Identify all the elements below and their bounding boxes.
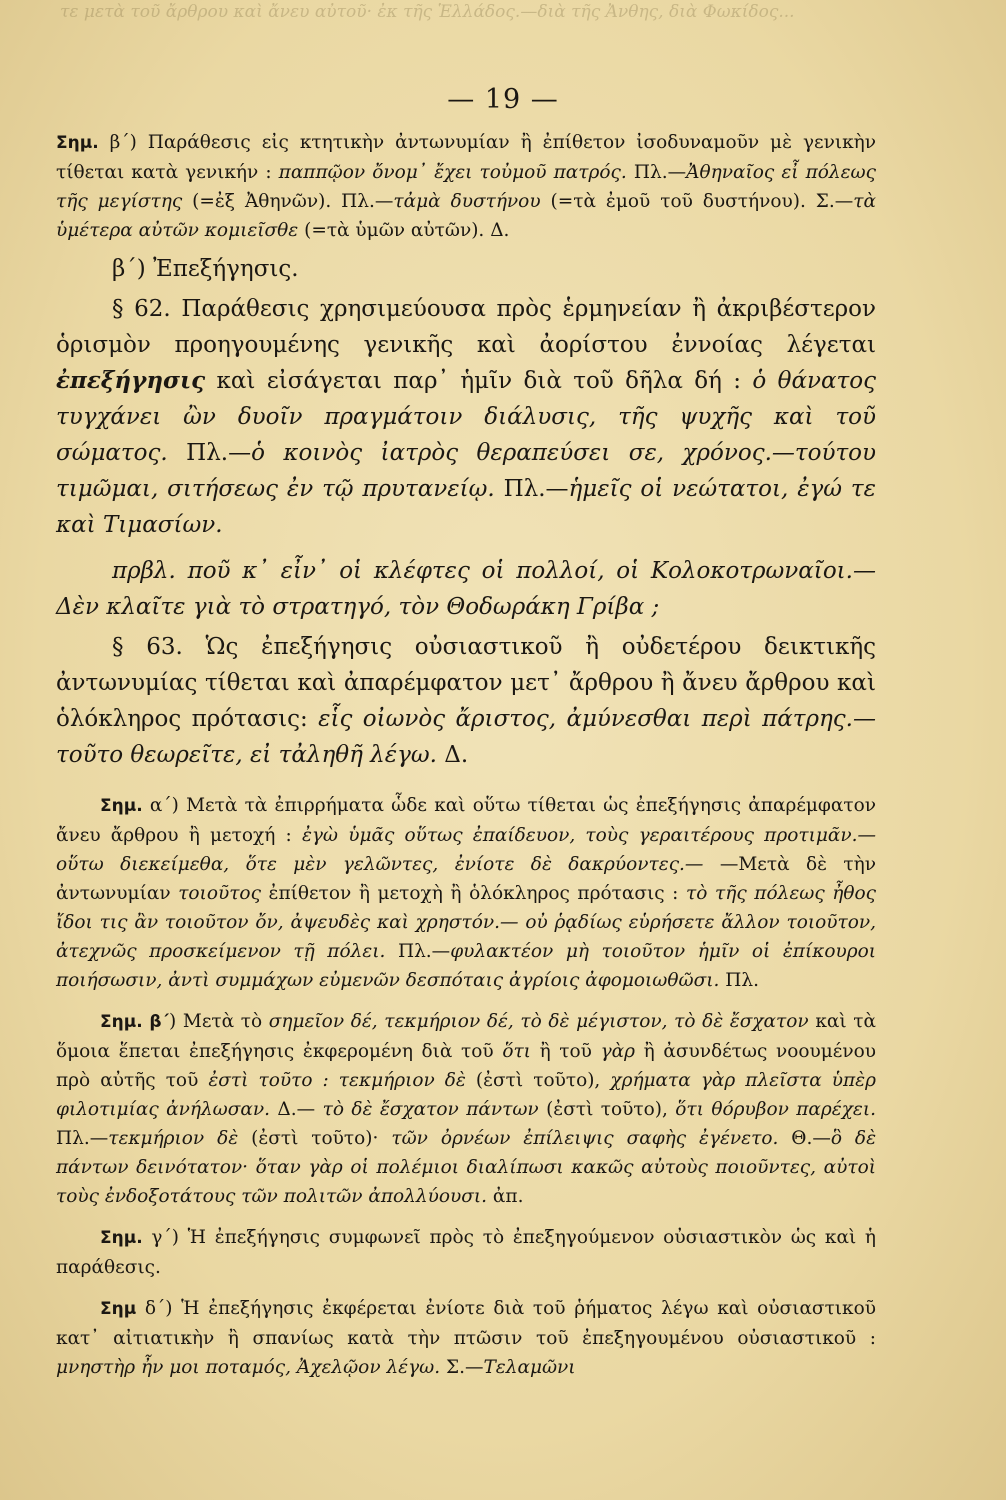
- text-run: τῶν ὀρνέων ἐπίλειψις σαφὴς ἐγένετο.: [391, 1128, 779, 1149]
- text-run: Πλ.: [719, 970, 759, 991]
- text-run: καὶ εἰσάγεται παρ᾽ ἡμῖν διὰ τοῦ δῆλα δή :: [205, 368, 753, 394]
- text-run: Πλ.—: [56, 1128, 109, 1149]
- text-run: (=τὰ ὑμῶν αὐτῶν). Δ.: [298, 220, 510, 241]
- text-run: ὅτι: [502, 1041, 531, 1062]
- text-run: τὸ δὲ ἔσχατον πάντων: [322, 1099, 539, 1120]
- show-through-text: τε μετὰ τοῦ ἄρθρου καὶ ἄνευ αὐτοῦ· ἐκ τῆς Ἑλλάδος.—διὰ τῆς Ἀνθης, διὰ Φωκίδος...: [60, 2, 795, 22]
- text-run: Σημ. β΄: [100, 1012, 170, 1032]
- text-run: τοιοῦτος: [178, 883, 261, 904]
- note-beta: [56, 1007, 876, 1211]
- text-run: Σημ: [100, 1299, 137, 1319]
- text-run: ἐπεξήγησις: [56, 367, 206, 394]
- text-run: δ΄) Ἡ ἐπεξήγησις ἐκφέρεται ἐνίοτε διὰ τοῦ ῥήματος λέγω καὶ οὐσιαστικοῦ κατ᾽ αἰτιατικὴν ἢ σπανίως κατὰ τὴν πτῶσιν τοῦ ἐπεξηγουμένου οὐσιαστικοῦ :: [56, 1298, 876, 1349]
- text-run: γὰρ: [600, 1041, 635, 1062]
- text-run: τεκμήριον δὲ: [108, 1128, 239, 1149]
- text-run: ἐπίθετον ἢ μετοχὴ ἢ ὁλόκληρος πρότασις :: [260, 883, 687, 904]
- text-run: ὅτι θόρυβον παρέχει.: [675, 1099, 876, 1120]
- text-run: § 63. Ὡς ἐπεξήγησις οὐσιαστικοῦ ἢ οὐδετέρου δεικτικῆς ἀντωνυμίας τίθεται καὶ ἀπαρέμφατον μετ᾽ ἄρθρου ἢ ἄνευ ἄρθρου καὶ ὁλόκληρος πρότασις:: [56, 634, 876, 732]
- text-run: τὸ τῆς πόλεως ἦθος ἴδοι τις ἂν τοιοῦτον ὄν, ἀψευδὲς καὶ χρηστόν.— οὐ ῥᾳδίως εὑρήσετε ἄλλον τοιοῦτον, ἀτεχνῶς προσκείμενον τῇ πόλει.: [56, 883, 877, 962]
- text-run: ὁ θάνατος τυγχάνει ὢν δυοῖν πραγμάτοιν διάλυσις, τῆς ψυχῆς καὶ τοῦ σώματος.: [56, 368, 876, 466]
- text-run: Θ.—: [778, 1128, 831, 1149]
- text-run: ἢ ἀσυνδέτως νοουμένου πρὸ αὐτῆς τοῦ: [56, 1041, 877, 1091]
- text-run: εἷς οἰωνὸς ἄριστος, ἀμύνεσθαι περὶ πάτρης.—τοῦτο θεωρεῖτε, εἰ τἀληθῆ λέγω.: [56, 706, 876, 768]
- text-run: καὶ τὰ ὅμοια ἕπεται ἐπεξήγησις ἐκφερομένη διὰ τοῦ: [56, 1011, 876, 1062]
- text-run: παππῷον ὄνομ᾽ ἔχει τοὐμοῦ πατρός.: [278, 162, 627, 183]
- text-run: ) Μετὰ τὸ: [169, 1011, 269, 1032]
- text-run: β΄) Παράθεσις εἰς κτητικὴν ἀντωνυμίαν ἢ ἐπίθετον ἰσοδυναμοῦν μὲ γενικὴν τίθεται κατὰ γενικήν :: [56, 132, 876, 183]
- text-run: ἐγὼ ὑμᾶς οὕτως ἐπαίδευον, τοὺς γεραιτέρους προτιμᾶν.—οὕτω διεκείμεθα, ὅτε μὲν γελῶντες, ἐνίοτε δὲ δακρύοντες.—: [56, 825, 876, 875]
- text-run: (=τὰ ἐμοῦ τοῦ δυστήνου). Σ.—: [540, 191, 854, 212]
- text-run: (ἐστὶ τοῦτο)·: [238, 1128, 392, 1149]
- text-run: —Μετὰ δὲ τὴν ἀντωνυμίαν: [56, 854, 876, 904]
- text-run: Δ.—: [270, 1099, 323, 1120]
- text-run: (ἐστὶ τοῦτο),: [465, 1070, 611, 1091]
- text-run: χρήματα γὰρ πλεῖστα ὑπὲρ φιλοτιμίας ἀνήλωσαν.: [56, 1070, 876, 1120]
- text-run: Ἀθηναῖος εἶ πόλεως τῆς μεγίστης: [56, 162, 876, 212]
- text-run: (=ἐξ Ἀθηνῶν). Πλ.—: [182, 191, 394, 212]
- text-run: φυλακτέον μὴ τοιοῦτον ἡμῖν οἱ ἐπίκουροι ποιήσωσιν, ἀντὶ συμμάχων εὐμενῶν δεσπόταις ἀγρίοις ἀφομοιωθῶσι.: [56, 941, 876, 991]
- paragraph-62: [56, 291, 876, 543]
- text-run: § 62. Παράθεσις χρησιμεύουσα πρὸς ἑρμηνείαν ἢ ἀκριβέστερον ὁρισμὸν προηγουμένης γενικῆς καὶ ἀορίστου ἐννοίας λέγεται: [56, 296, 876, 358]
- page-number: — 19 —: [447, 84, 559, 115]
- text-run: πρβλ. ποῦ κ᾽ εἶν᾽ οἱ κλέφτες οἱ πολλοί, οἱ Κολοκοτρωναῖοι.— Δὲν κλαῖτε γιὰ τὸ στρατηγό, τὸν Θοδωράκη Γρίβα ;: [56, 558, 876, 620]
- note-delta: [56, 1294, 876, 1382]
- text-run: τὰ ὑμέτερα αὐτῶν κομιεῖσθε: [56, 191, 876, 241]
- text-run: α΄) Μετὰ τὰ ἐπιρρήματα ὧδε καὶ οὕτω τίθεται ὡς ἐπεξήγησις ἀπαρέμφατον ἄνευ ἄρθρου ἢ μετοχή :: [56, 795, 876, 846]
- text-run: Σημ.: [56, 133, 99, 153]
- text-run: Πλ.—: [626, 162, 687, 183]
- section-heading-epexegesis: [56, 251, 876, 287]
- text-run: Σημ.: [100, 1228, 143, 1248]
- paragraph-63: [56, 629, 876, 773]
- text-run: Σημ.: [100, 796, 143, 816]
- text-run: Σ.—: [440, 1357, 484, 1378]
- text-run: Πλ.—: [385, 941, 451, 962]
- text-run: ὁ κοινὸς ἰατρὸς θεραπεύσει σε, χρόνος.—τούτου τιμῶμαι, σιτήσεως ἐν τῷ πρυτανείῳ.: [56, 440, 876, 502]
- text-run: ἐστὶ τοῦτο : τεκμήριον δὲ: [208, 1070, 466, 1091]
- text-run: ὃ δὲ πάντων δεινότατον· ὅταν γὰρ οἱ πολέμιοι διαλίπωσι κακῶς αὐτοὺς ποιοῦντες, αὐτοὶ τοὺς ἐνδοξοτάτους τῶν πολιτῶν ἀπολλύουσι.: [56, 1128, 876, 1207]
- text-run: ἢ τοῦ: [530, 1041, 601, 1062]
- comparison-modern-greek: [56, 553, 876, 625]
- text-run: Πλ.—: [167, 440, 252, 466]
- text-run: μνηστὴρ ἦν μοι ποταμός, Ἀχελῷον λέγω.: [56, 1357, 441, 1378]
- text-run: σημεῖον δέ, τεκμήριον δέ, τὸ δὲ μέγιστον, τὸ δὲ ἔσχατον: [268, 1011, 809, 1032]
- text-run: ἀπ.: [487, 1186, 524, 1207]
- note-alpha: [56, 791, 876, 995]
- text-run: Τελαμῶνι: [483, 1357, 576, 1378]
- note-possessive-apposition: [56, 128, 876, 245]
- note-gamma: [56, 1223, 876, 1282]
- text-run: (ἐστὶ τοῦτο),: [538, 1099, 676, 1120]
- page-body: [56, 128, 876, 1388]
- text-run: β΄) Ἐπεξήγησις.: [112, 256, 299, 282]
- text-run: ἡμεῖς οἱ νεώτατοι, ἐγώ τε καὶ Τιμασίων.: [56, 476, 876, 538]
- text-run: Πλ.—: [494, 476, 569, 502]
- text-run: Δ.: [436, 742, 469, 768]
- text-run: γ΄) Ἡ ἐπεξήγησις συμφωνεῖ πρὸς τὸ ἐπεξηγούμενον οὐσιαστικὸν ὡς καὶ ἡ παράθεσις.: [56, 1227, 876, 1278]
- text-run: τἀμὰ δυστήνου: [393, 191, 541, 212]
